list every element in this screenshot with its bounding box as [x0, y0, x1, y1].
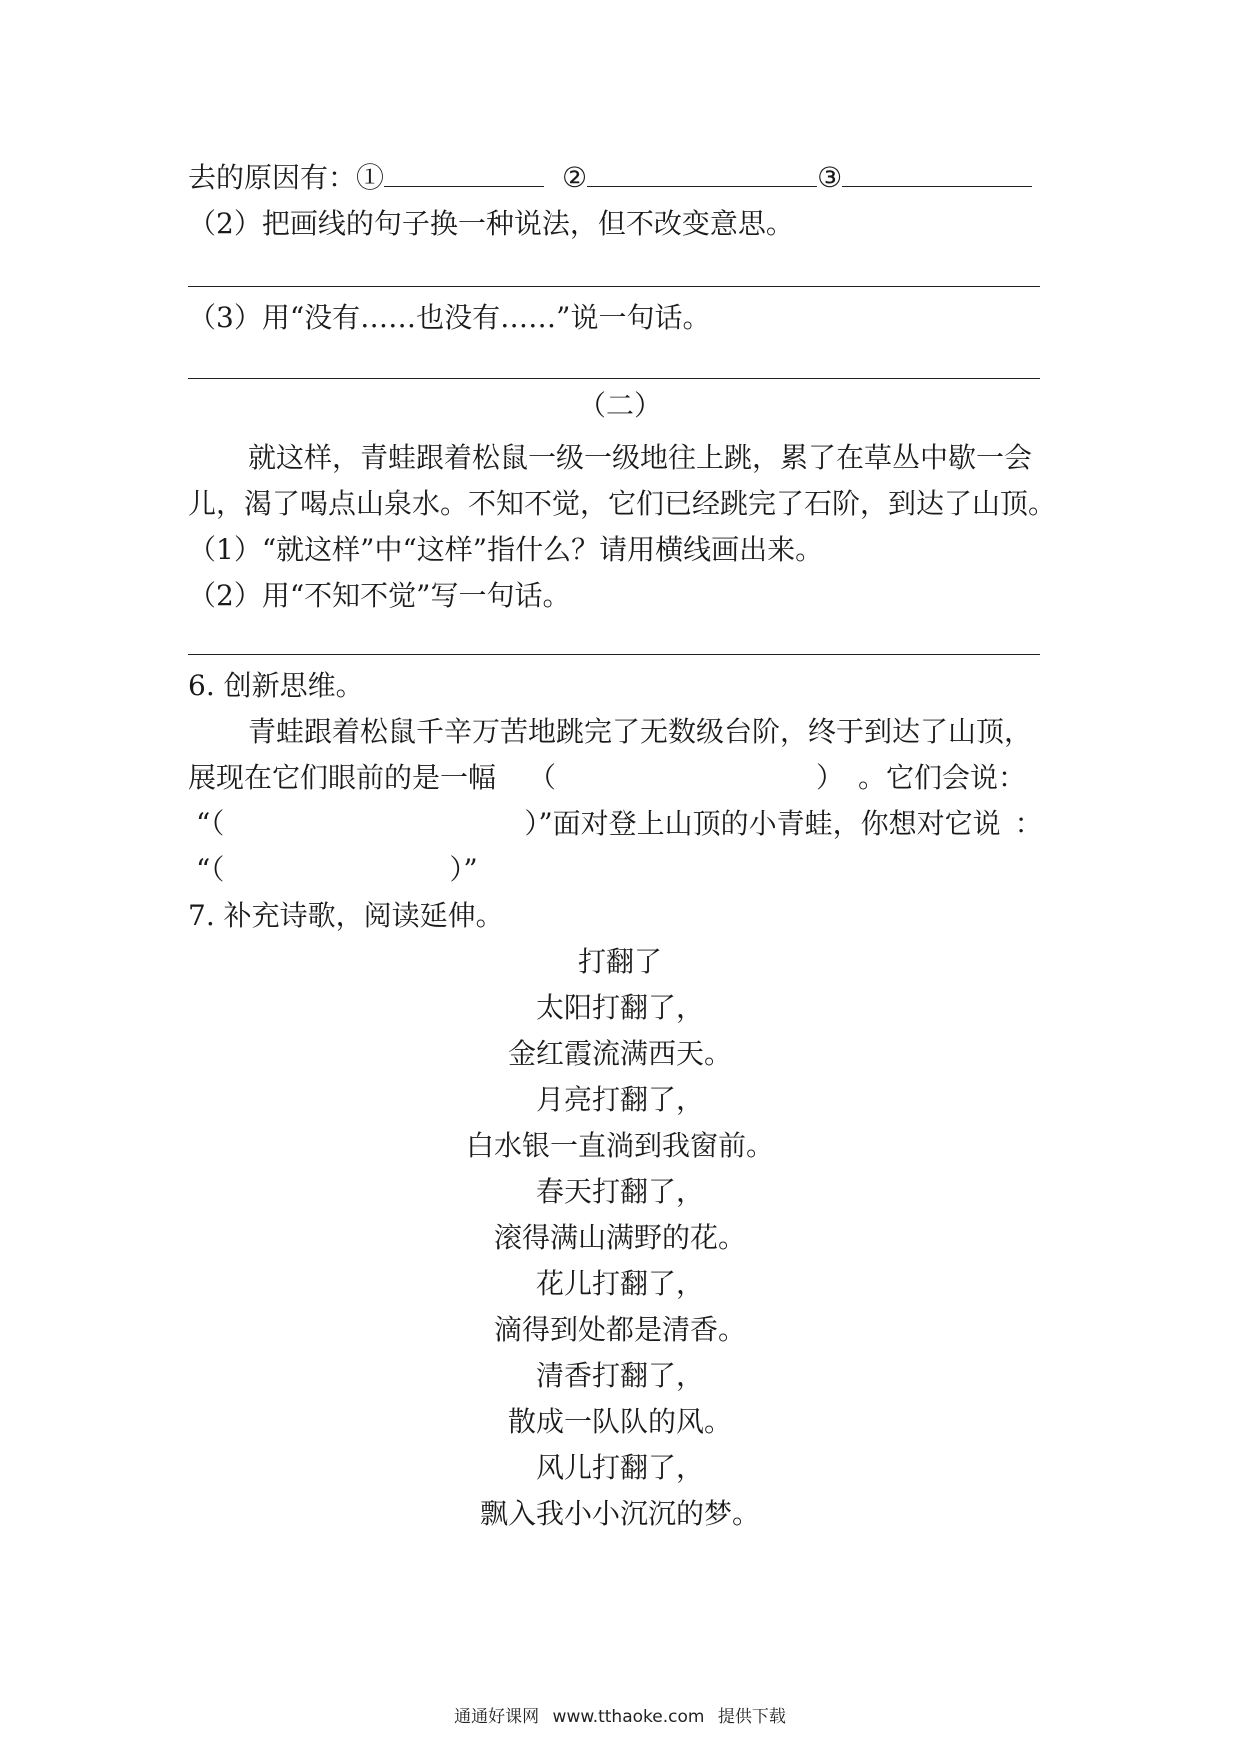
- q6-text: 展现在它们眼前的是一幅: [188, 761, 497, 794]
- reasons-line: [188, 160, 1032, 196]
- question-2-2: （2）用“不知不觉”写一句话。: [188, 579, 571, 612]
- passage-line-2: 儿，渴了喝点山泉水。不知不觉，它们已经跳完了石阶，到达了山顶。: [188, 487, 1057, 520]
- poem-line: 滴得到处都是清香。: [493, 1313, 746, 1346]
- footer-suffix: 提供下载: [717, 1707, 786, 1727]
- close-paren: ）: [816, 761, 845, 794]
- q6-text: 。它们会说：: [858, 761, 1027, 794]
- poem-title: 打翻了: [577, 945, 662, 978]
- q6-text: ）”面对登上山顶的小青蛙，你想对它说: [524, 807, 1001, 840]
- question-6-title: 6. 创新思维。: [188, 669, 364, 702]
- colon: ：: [1014, 807, 1043, 840]
- close-paren-quote: ）”: [449, 853, 478, 886]
- poem-line: 花儿打翻了，: [535, 1267, 704, 1300]
- q6-line-4: [196, 852, 478, 888]
- marker-1: ①: [356, 161, 385, 194]
- answer-line[interactable]: [188, 378, 1040, 379]
- poem-line: 散成一队队的风。: [507, 1405, 732, 1438]
- poem-line: 风儿打翻了，: [535, 1451, 704, 1484]
- poem-line: 白水银一直淌到我窗前。: [465, 1129, 774, 1162]
- q6-line-1: 青蛙跟着松鼠千辛万苦地跳完了无数级台阶，终于到达了山顶，: [248, 715, 1033, 748]
- footer-site-name: 通通好课网: [454, 1707, 540, 1727]
- poem-line: 清香打翻了，: [535, 1359, 704, 1392]
- question-1-2: （2）把画线的句子换一种说法，但不改变意思。: [188, 207, 794, 240]
- poem-line: 月亮打翻了，: [535, 1083, 704, 1116]
- answer-line[interactable]: [188, 286, 1040, 287]
- poem-line: 春天打翻了，: [535, 1175, 704, 1208]
- marker-2: ②: [562, 161, 588, 194]
- answer-blank-2[interactable]: [587, 160, 817, 187]
- poem-line: 滚得满山满野的花。: [493, 1221, 746, 1254]
- question-7-title: 7. 补充诗歌，阅读延伸。: [188, 899, 504, 932]
- question-2-1: （1）“就这样”中“这样”指什么？请用横线画出来。: [188, 533, 824, 566]
- passage-line-1: 就这样，青蛙跟着松鼠一级一级地往上跳，累了在草丛中歇一会: [248, 441, 1033, 474]
- poem-line: 太阳打翻了，: [535, 991, 704, 1024]
- reasons-prefix: 去的原因有：: [188, 161, 357, 194]
- open-quote-paren: “（: [196, 853, 225, 886]
- poem-line: 飘入我小小沉沉的梦。: [479, 1497, 760, 1530]
- answer-blank-3[interactable]: [842, 160, 1032, 187]
- poem-line: 金红霞流满西天。: [507, 1037, 732, 1070]
- open-paren: （: [528, 761, 557, 794]
- q6-line-3: [196, 806, 1043, 842]
- open-quote-paren: “（: [196, 807, 225, 840]
- answer-blank-1[interactable]: [384, 160, 544, 187]
- marker-3: ③: [817, 161, 843, 194]
- q6-line-2: [188, 760, 1026, 796]
- section-2-title: （二）: [577, 389, 662, 422]
- page-footer: [0, 1702, 1240, 1727]
- answer-line[interactable]: [188, 654, 1040, 655]
- footer-url[interactable]: www.tthaoke.com: [552, 1707, 705, 1727]
- question-1-3: （3）用“没有……也没有……”说一句话。: [188, 301, 711, 334]
